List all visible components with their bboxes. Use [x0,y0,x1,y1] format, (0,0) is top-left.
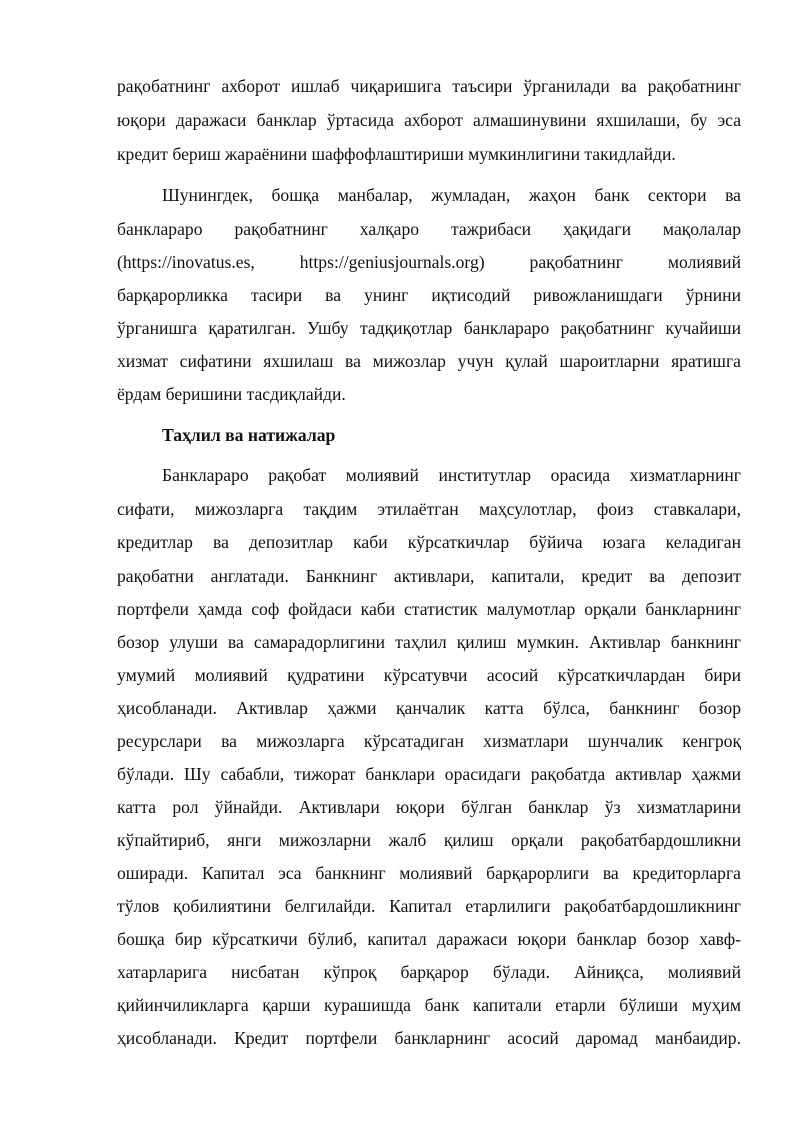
text-line: катта рол ўйнайди. Активлари юқори бўлган банклар ўз хизматларини [117,797,741,817]
text-line: Банклараро рақобат молиявий институтлар орасида хизматларнинг [162,465,741,485]
text-line: қийинчиликларга қарши курашишда банк капитали етарли бўлиши муҳим [117,995,741,1015]
text-line: хизмат сифатини яхшилаш ва мижозлар учун қулай шароитларни яратишга [117,351,741,371]
text-line: бўлади. Шу сабабли, тижорат банклари орасидаги рақобатда активлар ҳажми [117,764,741,784]
text-line: бозор улуши ва самарадорлигини таҳлил қилиш мумкин. Активлар банкнинг [117,632,741,652]
text-line: банклараро рақобатнинг халқаро тажрибаси ҳақидаги мақолалар [117,219,741,239]
text-line: хатарларига нисбатан кўпроқ барқарор бўлади. Айниқса, молиявий [117,962,741,982]
text-line: оширади. Капитал эса банкнинг молиявий барқарорлиги ва кредиторларга [117,863,741,883]
text-line: кредит бериш жараёнини шаффофлаштириши мумкинлигини такидлайди. [117,144,676,164]
text-line: сифати, мижозларга тақдим этилаётган маҳсулотлар, фоиз ставкалари, [117,499,741,519]
text-line: ҳисобланади. Кредит портфели банкларнинг асосий даромад манбаидир. [117,1028,741,1048]
text-line: юқори даражаси банклар ўртасида ахборот алмашинувини яхшилаши, бу эса [117,110,741,130]
text-line: умумий молиявий қудратини кўрсатувчи асосий кўрсаткичлардан бири [117,665,741,685]
text-line: (https://inovatus.es, https://geniusjournals.org) рақобатнинг молиявий [117,252,741,272]
text-line: ресурслари ва мижозларга кўрсатадиган хизматлари шунчалик кенгроқ [117,731,741,751]
text-line: бошқа бир кўрсаткичи бўлиб, капитал даражаси юқори банклар бозор хавф- [117,929,741,949]
text-line: ҳисобланади. Активлар ҳажми қанчалик катта бўлса, банкнинг бозор [117,698,741,718]
text-line: портфели ҳамда соф фойдаси каби статистик малумотлар орқали банкларнинг [117,599,741,619]
text-line: ўрганишга қаратилган. Ушбу тадқиқотлар банклараро рақобатнинг кучайиши [117,318,741,338]
section-heading: Таҳлил ва натижалар [162,425,336,445]
text-line: барқарорликка тасири ва унинг иқтисодий ривожланишдаги ўрнини [117,285,741,305]
text-line: рақобатнинг ахборот ишлаб чиқаришига таъсири ўрганилади ва рақобатнинг [117,76,741,96]
text-line: тўлов қобилиятини белгилайди. Капитал етарлилиги рақобатбардошликнинг [117,896,741,916]
text-line: ёрдам беришини тасдиқлайди. [117,384,346,404]
text-line: рақобатни англатади. Банкнинг активлари, капитали, кредит ва депозит [117,566,741,586]
text-line: Шунингдек, бошқа манбалар, жумладан, жаҳон банк сектори ва [162,185,741,205]
text-line: кўпайтириб, янги мижозларни жалб қилиш орқали рақобатбардошликни [117,830,741,850]
text-line: кредитлар ва депозитлар каби кўрсаткичлар бўйича юзага келадиган [117,532,741,552]
